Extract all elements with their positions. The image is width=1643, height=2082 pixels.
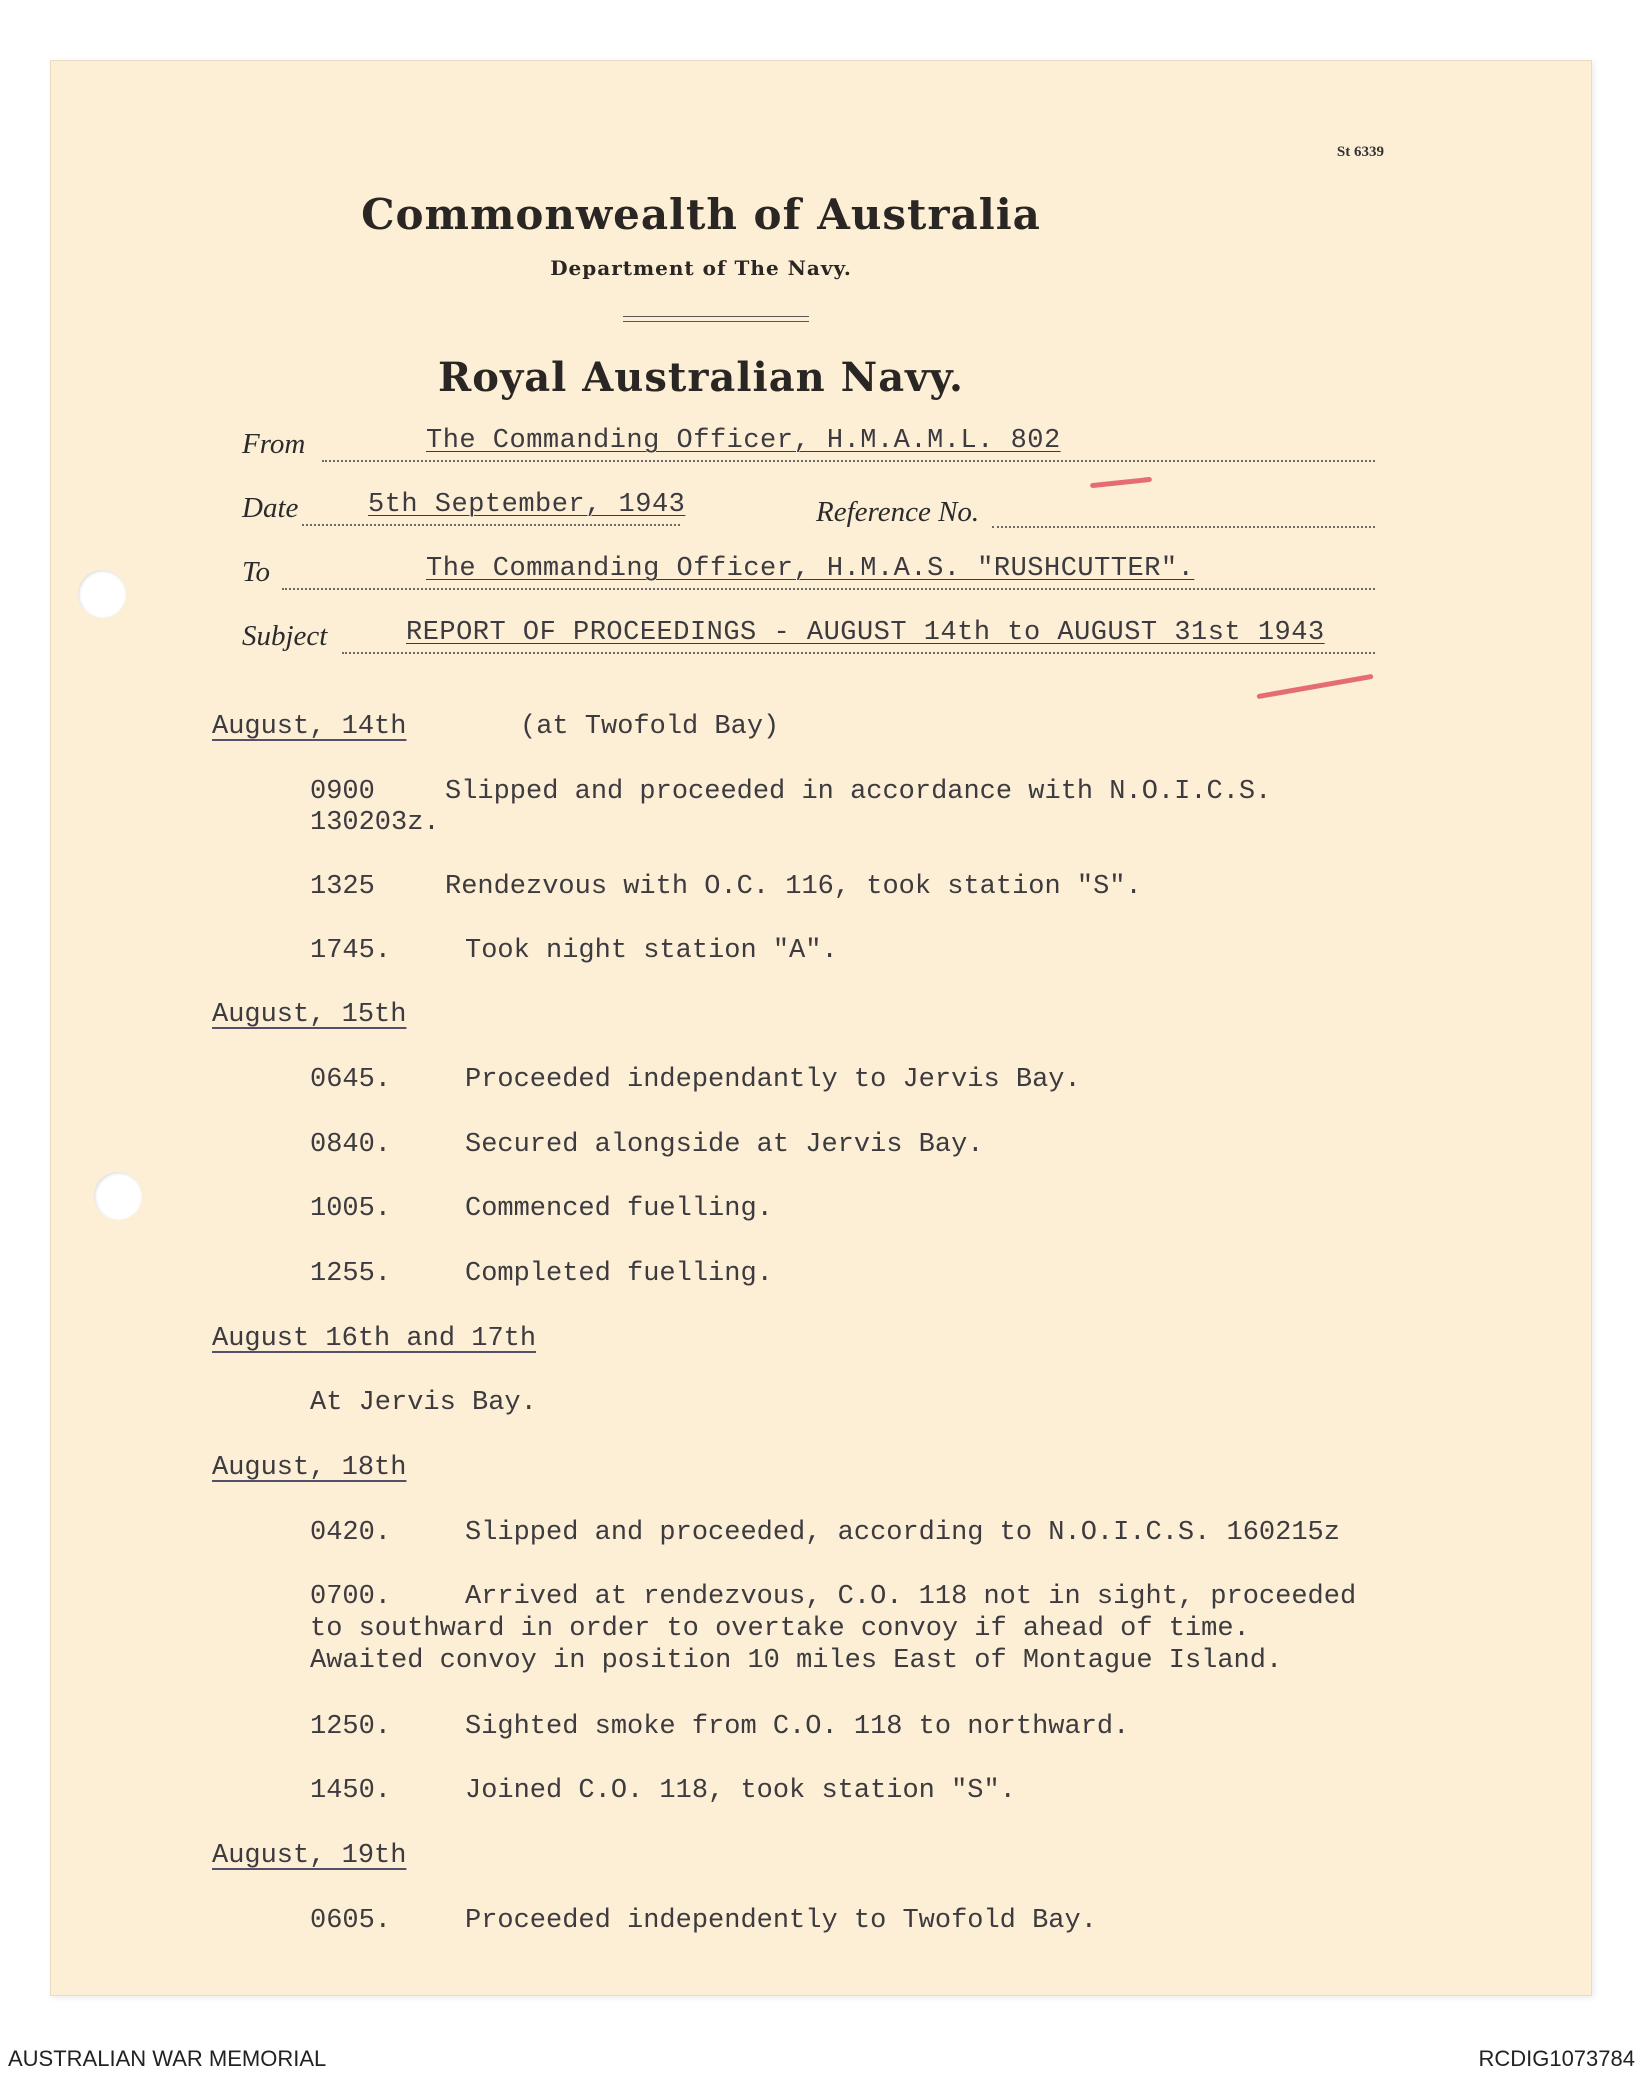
subject-line <box>342 652 1375 654</box>
entry-time: 1745. <box>310 936 392 966</box>
subject-value: REPORT OF PROCEEDINGS - AUGUST 14th to AUGUST 31st 1943 <box>406 618 1325 648</box>
from-label: From <box>242 428 306 460</box>
entry-text: Secured alongside at Jervis Bay. <box>465 1130 984 1160</box>
log-entry <box>310 872 1142 902</box>
log-entry <box>310 1065 1081 1095</box>
footer-institution: AUSTRALIAN WAR MEMORIAL <box>8 2046 327 2071</box>
log-entry <box>310 1906 1097 1936</box>
to-value: The Commanding Officer, H.M.A.S. "RUSHCUTTER". <box>426 554 1195 584</box>
log-entry-continued: Awaited convoy in position 10 miles East of Montague Island. <box>310 1646 1283 1676</box>
date-label: Date <box>242 492 299 524</box>
log-entry <box>310 1130 983 1160</box>
entry-text: Completed fuelling. <box>465 1259 773 1289</box>
date-value: 5th September, 1943 <box>368 490 686 520</box>
entry-time: 0840. <box>310 1130 392 1160</box>
log-entry <box>310 1518 1340 1548</box>
form-number: St 6339 <box>1336 144 1384 160</box>
log-entry <box>310 1582 1356 1612</box>
reference-label: Reference No. <box>816 496 980 528</box>
section-heading: August 16th and 17th <box>212 1324 537 1354</box>
entry-text: Sighted smoke from C.O. 118 to northward. <box>465 1712 1130 1742</box>
entry-time: 1450. <box>310 1776 392 1806</box>
document-title: Commonwealth of Australia <box>361 190 1041 239</box>
subject-label: Subject <box>242 620 328 652</box>
red-pencil-mark <box>1090 477 1152 488</box>
section-heading: August, 15th <box>212 1000 407 1030</box>
log-entry: At Jervis Bay. <box>310 1388 537 1418</box>
entry-time: 1250. <box>310 1712 392 1742</box>
entry-text: Proceeded independantly to Jervis Bay. <box>465 1065 1081 1095</box>
section-heading: August, 18th <box>212 1453 407 1483</box>
log-entry <box>310 1259 773 1289</box>
punch-hole-bottom <box>94 1172 142 1220</box>
service-name: Royal Australian Navy. <box>438 354 964 401</box>
entry-text: Slipped and proceeded in accordance with N.O.I.C.S. <box>445 777 1272 807</box>
reference-line <box>992 526 1375 528</box>
log-entry <box>310 1194 773 1224</box>
from-line <box>322 460 1375 462</box>
red-pencil-mark <box>1256 674 1373 699</box>
log-entry <box>310 777 1271 807</box>
entry-time: 0605. <box>310 1906 392 1936</box>
entry-text: Took night station "A". <box>465 936 838 966</box>
section-note: (at Twofold Bay) <box>520 712 780 742</box>
entry-time: 1325 <box>310 872 375 902</box>
title-divider <box>623 316 809 322</box>
entry-time: 1005. <box>310 1194 392 1224</box>
department-name: Department of The Navy. <box>550 256 852 280</box>
entry-text: Rendezvous with O.C. 116, took station "S". <box>445 872 1142 902</box>
entry-text: Commenced fuelling. <box>465 1194 773 1224</box>
entry-text: Slipped and proceeded, according to N.O.I.C.S. 160215z <box>465 1518 1340 1548</box>
section-heading: August, 14th <box>212 712 407 742</box>
footer-reference-id: RCDIG1073784 <box>1478 2046 1635 2071</box>
date-line <box>302 524 680 526</box>
log-entry <box>310 1776 1016 1806</box>
log-entry-continued: 130203z. <box>310 808 440 838</box>
entry-time: 0900 <box>310 777 375 807</box>
entry-text: Proceeded independently to Twofold Bay. <box>465 1906 1097 1936</box>
log-entry <box>310 936 838 966</box>
document-page <box>50 60 1592 1996</box>
entry-text: Arrived at rendezvous, C.O. 118 not in sight, proceeded <box>465 1582 1357 1612</box>
log-entry <box>310 1712 1129 1742</box>
entry-time: 0420. <box>310 1518 392 1548</box>
from-value: The Commanding Officer, H.M.A.M.L. 802 <box>426 426 1061 456</box>
entry-time: 0645. <box>310 1065 392 1095</box>
to-line <box>282 588 1375 590</box>
entry-time: 0700. <box>310 1582 392 1612</box>
to-label: To <box>242 556 270 588</box>
log-entry-continued: to southward in order to overtake convoy if ahead of time. <box>310 1614 1250 1644</box>
entry-time: 1255. <box>310 1259 392 1289</box>
section-heading: August, 19th <box>212 1841 407 1871</box>
punch-hole-top <box>78 570 126 618</box>
entry-text: Joined C.O. 118, took station "S". <box>465 1776 1016 1806</box>
